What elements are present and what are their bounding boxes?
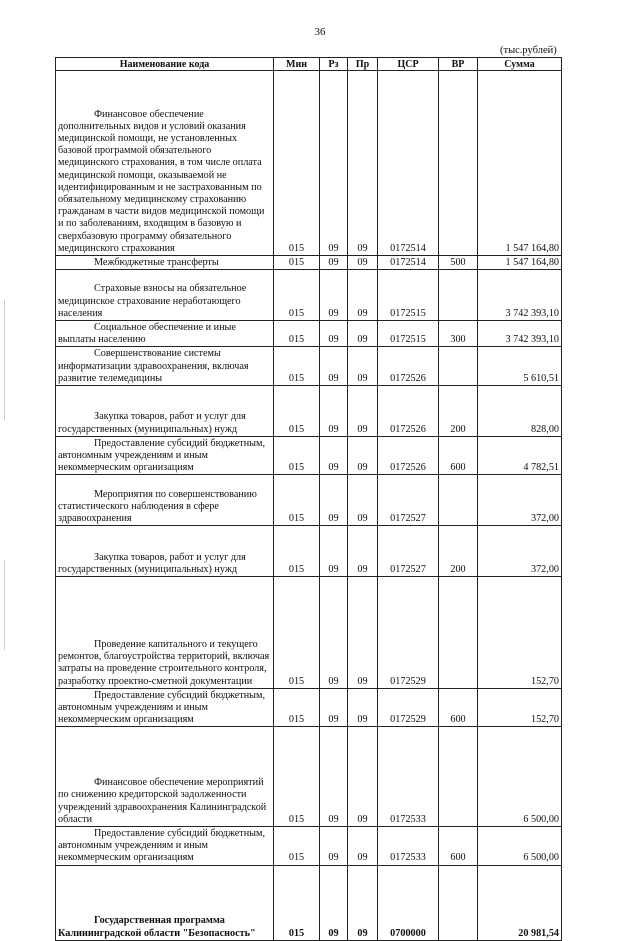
cell-pr: 09 [348, 826, 378, 865]
cell-sum: 828,00 [478, 385, 562, 436]
cell-name: Предоставление субсидий бюджетным, автономным учреждениям и иным некоммерческим организациям [56, 688, 274, 727]
cell-vr [439, 576, 478, 688]
cell-min: 015 [274, 526, 320, 577]
cell-csr: 0700000 [378, 865, 439, 940]
cell-sum: 152,70 [478, 688, 562, 727]
column-header-vr: ВР [439, 58, 478, 71]
cell-min: 015 [274, 347, 320, 386]
cell-csr: 0172514 [378, 256, 439, 270]
cell-min: 015 [274, 436, 320, 475]
cell-csr: 0172526 [378, 347, 439, 386]
cell-rz: 09 [320, 436, 348, 475]
cell-sum: 3 742 393,10 [478, 320, 562, 346]
cell-name: Государственная программа Калининградской области "Безопасность" [56, 865, 274, 940]
cell-vr [439, 727, 478, 827]
cell-vr [439, 270, 478, 321]
cell-pr: 09 [348, 688, 378, 727]
units-label: (тыс.рублей) [500, 45, 557, 56]
cell-rz: 09 [320, 256, 348, 270]
cell-sum: 372,00 [478, 475, 562, 526]
cell-name: Страховые взносы на обязательное медицинское страхование неработающего населения [56, 270, 274, 321]
scan-margin-mark [4, 300, 5, 420]
table-row [56, 347, 562, 386]
table-row [56, 727, 562, 827]
cell-rz: 09 [320, 320, 348, 346]
table-row [56, 688, 562, 727]
cell-rz: 09 [320, 347, 348, 386]
cell-rz: 09 [320, 475, 348, 526]
cell-csr: 0172533 [378, 727, 439, 827]
cell-rz: 09 [320, 576, 348, 688]
table-row [56, 256, 562, 270]
table-row [56, 865, 562, 940]
cell-rz: 09 [320, 688, 348, 727]
cell-pr: 09 [348, 526, 378, 577]
cell-vr: 200 [439, 385, 478, 436]
cell-rz: 09 [320, 865, 348, 940]
cell-rz: 09 [320, 385, 348, 436]
cell-vr: 600 [439, 436, 478, 475]
table-row [56, 826, 562, 865]
cell-csr: 0172515 [378, 320, 439, 346]
cell-csr: 0172529 [378, 576, 439, 688]
column-header-name: Наименование кода [56, 58, 274, 71]
cell-min: 015 [274, 256, 320, 270]
table-row [56, 320, 562, 346]
table-body [56, 71, 562, 941]
cell-rz: 09 [320, 526, 348, 577]
cell-vr: 300 [439, 320, 478, 346]
column-header-rz: Рз [320, 58, 348, 71]
table-row [56, 436, 562, 475]
cell-name: Социальное обеспечение и иные выплаты населению [56, 320, 274, 346]
cell-name: Проведение капитального и текущего ремонтов, благоустройства территорий, включая затраты на проведение строительного контроля, разработку проектно-сметной документации [56, 576, 274, 688]
cell-name: Совершенствование системы информатизации здравоохранения, включая развитие телемедицины [56, 347, 274, 386]
cell-pr: 09 [348, 475, 378, 526]
table-header-row [56, 58, 562, 71]
cell-pr: 09 [348, 256, 378, 270]
cell-sum: 372,00 [478, 526, 562, 577]
cell-sum: 5 610,51 [478, 347, 562, 386]
table-row [56, 71, 562, 256]
cell-vr [439, 71, 478, 256]
cell-name: Финансовое обеспечение дополнительных видов и условий оказания медицинской помощи, не установленных базовой программой обязательного медицинского страхования, в том числе оплата медицинской помощи, оказываемой не идентифицированным и не застрахованным по обязательному медицинскому страхованию гражданам в части видов медицинской помощи и по заболеваниям, входящим в базовую и сверхбазовую программу обязательного медицинского страхования [56, 71, 274, 256]
cell-min: 015 [274, 576, 320, 688]
cell-name: Финансовое обеспечение мероприятий по снижению кредиторской задолженности учреждений здравоохранения Калининградской области [56, 727, 274, 827]
cell-pr: 09 [348, 71, 378, 256]
cell-csr: 0172533 [378, 826, 439, 865]
cell-sum: 152,70 [478, 576, 562, 688]
cell-vr: 200 [439, 526, 478, 577]
cell-min: 015 [274, 475, 320, 526]
cell-sum: 6 500,00 [478, 727, 562, 827]
cell-pr: 09 [348, 385, 378, 436]
cell-min: 015 [274, 826, 320, 865]
cell-rz: 09 [320, 727, 348, 827]
cell-csr: 0172529 [378, 688, 439, 727]
cell-min: 015 [274, 270, 320, 321]
cell-vr: 600 [439, 826, 478, 865]
cell-pr: 09 [348, 347, 378, 386]
cell-name: Мероприятия по совершенствованию статистического наблюдения в сфере здравоохранения [56, 475, 274, 526]
cell-min: 015 [274, 71, 320, 256]
column-header-min: Мин [274, 58, 320, 71]
table-row [56, 475, 562, 526]
column-header-pr: Пр [348, 58, 378, 71]
cell-pr: 09 [348, 320, 378, 346]
cell-vr: 500 [439, 256, 478, 270]
cell-vr [439, 347, 478, 386]
cell-name: Предоставление субсидий бюджетным, автономным учреждениям и иным некоммерческим организациям [56, 436, 274, 475]
cell-pr: 09 [348, 270, 378, 321]
cell-csr: 0172526 [378, 385, 439, 436]
cell-name: Закупка товаров, работ и услуг для государственных (муниципальных) нужд [56, 526, 274, 577]
column-header-sum: Сумма [478, 58, 562, 71]
cell-name: Межбюджетные трансферты [56, 256, 274, 270]
cell-sum: 1 547 164,80 [478, 71, 562, 256]
cell-sum: 20 981,54 [478, 865, 562, 940]
scan-margin-mark [4, 560, 5, 650]
cell-rz: 09 [320, 826, 348, 865]
cell-name: Закупка товаров, работ и услуг для государственных (муниципальных) нужд [56, 385, 274, 436]
budget-table [55, 57, 562, 941]
cell-pr: 09 [348, 576, 378, 688]
cell-pr: 09 [348, 436, 378, 475]
page-number: 36 [314, 26, 326, 38]
cell-sum: 4 782,51 [478, 436, 562, 475]
table-row [56, 385, 562, 436]
cell-sum: 3 742 393,10 [478, 270, 562, 321]
cell-min: 015 [274, 727, 320, 827]
cell-min: 015 [274, 688, 320, 727]
cell-min: 015 [274, 320, 320, 346]
cell-pr: 09 [348, 865, 378, 940]
cell-min: 015 [274, 865, 320, 940]
cell-csr: 0172514 [378, 71, 439, 256]
column-header-csr: ЦСР [378, 58, 439, 71]
cell-csr: 0172526 [378, 436, 439, 475]
table-row [56, 270, 562, 321]
cell-rz: 09 [320, 71, 348, 256]
cell-sum: 1 547 164,80 [478, 256, 562, 270]
table-row [56, 576, 562, 688]
cell-csr: 0172515 [378, 270, 439, 321]
cell-pr: 09 [348, 727, 378, 827]
cell-min: 015 [274, 385, 320, 436]
cell-csr: 0172527 [378, 475, 439, 526]
cell-vr [439, 865, 478, 940]
cell-name: Предоставление субсидий бюджетным, автономным учреждениям и иным некоммерческим организациям [56, 826, 274, 865]
cell-csr: 0172527 [378, 526, 439, 577]
cell-sum: 6 500,00 [478, 826, 562, 865]
cell-vr: 600 [439, 688, 478, 727]
cell-vr [439, 475, 478, 526]
table-row [56, 526, 562, 577]
cell-rz: 09 [320, 270, 348, 321]
